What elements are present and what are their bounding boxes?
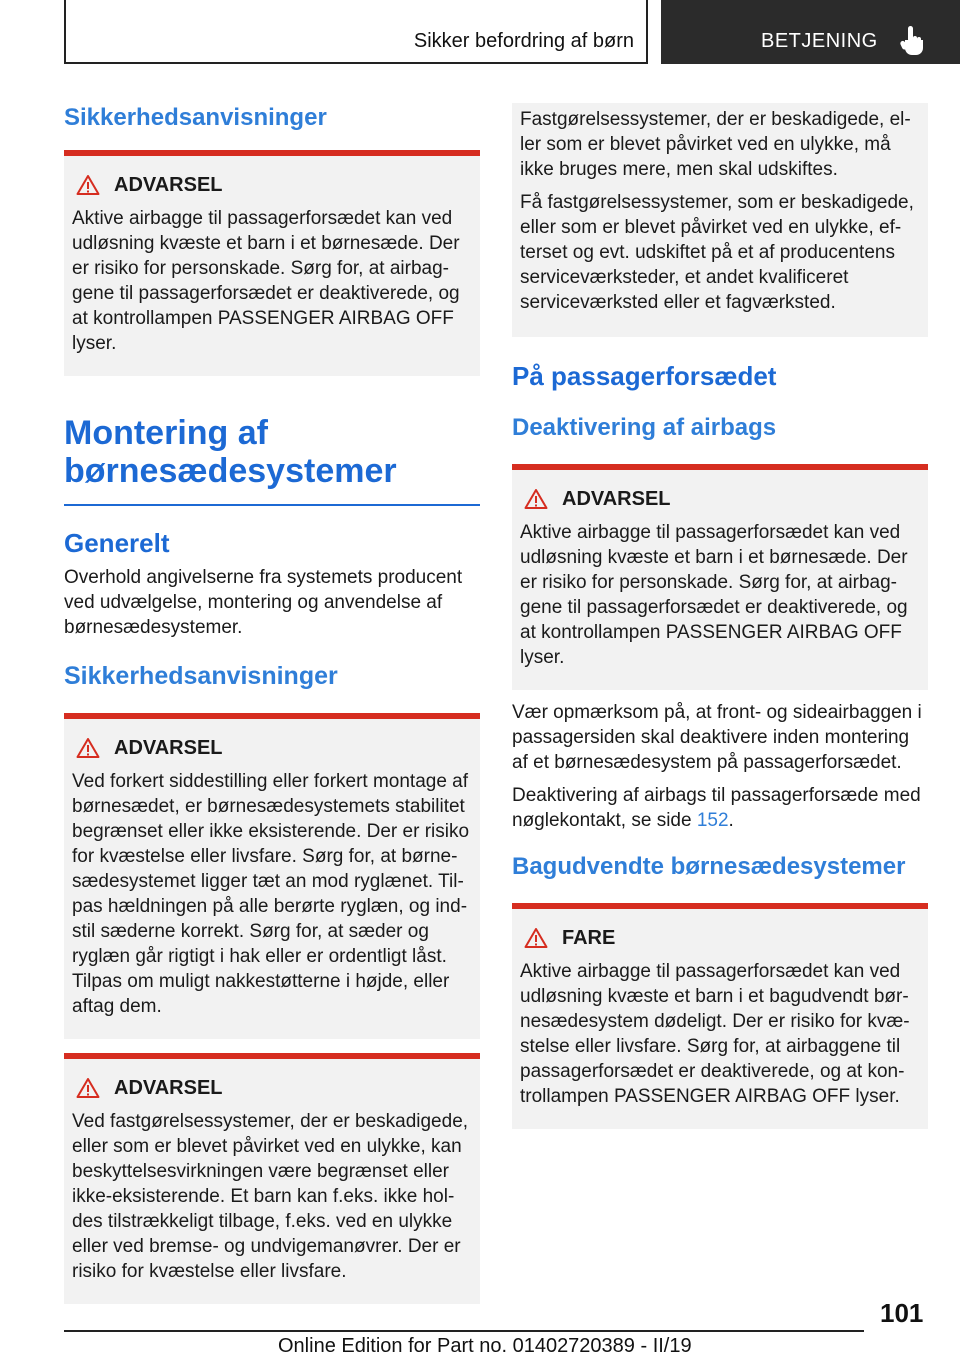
warning-triangle-icon: [76, 737, 100, 759]
page-link[interactable]: 152: [696, 810, 729, 831]
danger-text: Aktive airbagge til passagerforsædet kan ved udløsning kvæste et barn i et bagudvendt børnesædesystem dødeligt. Der er risiko for kvæstelse eller livsfare. Sørg for, at airbaggene til passagerforsædet er deaktiverede, og at kontrollampen PASSENGER AIRBAG OFF lyser.: [520, 961, 910, 1107]
warning-text: Ved forkert siddestilling eller forkert montage af børnesædet, er børnesædesystemets stabilitet begrænset eller ikke eksisterende. Der er risiko for kvæstelse eller livsfare. Sørg for, at børnesædesystemet ligger tæt an mod ryglænet. Tilpas hældningen på alle berørte ryglæn, og indstil sæderne korrekt. Sørg for, at sæder og ryglæn går rigtigt i hak eller er ordentligt låst. Tilpas om muligt nakkestøtterne i højde, eller aftag dem.: [72, 771, 470, 1017]
continued-text: Få fastgørelsessystemer, som er beskadigede, eller som er blevet påvirket ved en ulykke, efterset og evt. udskiftet på et af producentens serviceværksteder, et andet kvalificeret serviceværksted eller et fagværksted.: [520, 192, 914, 313]
note-text: Vær opmærksom på, at front- og sideairbaggen i passagersiden skal deaktivere inden montering af et børnesædesystem på passagerforsædet.: [512, 702, 922, 773]
main-heading-line1: Montering af: [64, 414, 268, 452]
warning-triangle-icon: [524, 927, 548, 949]
note-text-suffix: .: [728, 810, 734, 831]
heading-deactivate-airbags: Deaktivering af airbags: [512, 414, 777, 441]
warning-label: ADVARSEL: [562, 487, 671, 510]
warning-label: ADVARSEL: [114, 1076, 223, 1099]
continued-text: Fastgørelsessystemer, der er beskadigede, eller som er blevet påvirket ved en ulykke, må ikke bruges mere, men skal udskiftes.: [520, 109, 911, 180]
general-heading: Generelt: [64, 528, 170, 558]
warning-box: [64, 713, 480, 1039]
danger-label: FARE: [562, 926, 616, 949]
warning-text: Ved fastgørelsessystemer, der er beskadigede, eller som er blevet påvirket ved en ulykke, kan beskyttelsesvirkningen være begrænset eller ikke-eksisterende. Et barn kan f.eks. ikke holdes tilstrækkeligt tilbage, f.eks. ved en ulykke eller ved bremse- og undvigemanøvrer. Der er risiko for kvæstelse eller livsfare.: [72, 1111, 469, 1282]
warning-text: Aktive airbagge til passagerforsædet kan ved udløsning kvæste et barn i et børnesæde. Der er risiko for personskade. Sørg for, at airbaggene til passagerforsædet er deaktiverede, og at kontrollampen PASSENGER AIRBAG OFF lyser.: [72, 208, 460, 354]
section-heading-safety-2: Sikkerhedsanvisninger: [64, 662, 338, 690]
page-title: [64, 414, 480, 506]
danger-box: [512, 903, 928, 1129]
general-text: Overhold angivelserne fra systemets producent ved udvælgelse, montering og anvendelse af børnesædesystemer.: [64, 567, 463, 638]
heading-rear-facing: Bagudvendte børnesædesystemer: [512, 853, 906, 880]
warning-triangle-icon: [76, 174, 100, 196]
chapter-header: [64, 0, 648, 64]
chapter-title: Sikker befordring af børn: [413, 30, 634, 52]
footer-divider: [64, 1330, 864, 1332]
warning-label: ADVARSEL: [114, 173, 223, 196]
note-text-with-link: [512, 783, 928, 833]
main-heading: [64, 414, 480, 506]
heading-passenger-seat: På passagerforsædet: [512, 361, 777, 391]
continued-warning-box: [512, 103, 928, 337]
warning-triangle-icon: [76, 1077, 100, 1099]
hand-pointer-icon: [899, 24, 927, 56]
warning-text: Aktive airbagge til passagerforsædet kan ved udløsning kvæste et barn i et børnesæde. Der er risiko for personskade. Sørg for, at airbaggene til passagerforsædet er deaktiverede, og at kontrollampen PASSENGER AIRBAG OFF lyser.: [520, 522, 908, 668]
note-text-prefix: Deaktivering af airbags til passagerforsæde med nøglekontakt, se side: [512, 785, 921, 831]
warning-triangle-icon: [524, 488, 548, 510]
warning-box: [64, 1053, 480, 1304]
footer-edition: Online Edition for Part no. 01402720389 - II/19: [278, 1335, 692, 1357]
section-heading-safety: Sikkerhedsanvisninger: [64, 104, 327, 131]
warning-label: ADVARSEL: [114, 736, 223, 759]
warning-box: [512, 464, 928, 690]
page-number: 101: [880, 1298, 924, 1328]
section-tab-label: BETJENING: [761, 30, 878, 52]
right-column: [512, 103, 928, 1129]
warning-box: [64, 150, 480, 376]
left-column: [64, 100, 480, 1304]
section-tab[interactable]: [661, 0, 960, 64]
main-heading-line2: børnesædesystemer: [64, 452, 397, 490]
